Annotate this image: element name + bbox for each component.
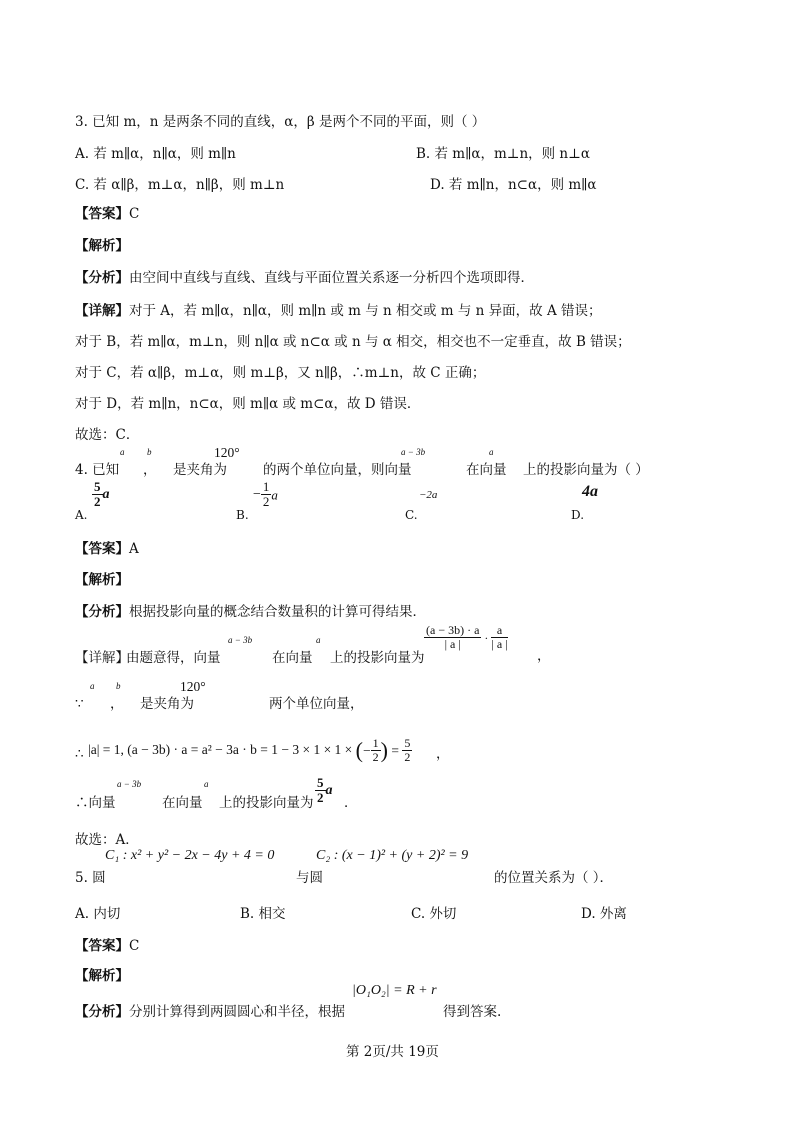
denominator: | a | xyxy=(444,637,461,652)
q4-because-angle-mark: 120° xyxy=(180,679,206,694)
fraction xyxy=(371,737,381,764)
minus-sign: − xyxy=(363,742,371,758)
q5-formula: |O₁O₂| = R + r xyxy=(352,983,437,998)
vector-a: a xyxy=(325,782,333,798)
q5-stem-1: 5. 圆 xyxy=(75,870,106,886)
q4-option-c-formula: −2a xyxy=(419,489,438,501)
q3-option-b: B. 若 m∥α，m⊥n，则 n⊥α xyxy=(416,146,590,162)
q3-line-2: 对于 B，若 m∥α，m⊥n，则 n∥α 或 n⊂α 或 n 与 α 相交，相交也不一定垂直，故 B 错误； xyxy=(75,334,631,350)
q3-option-d: D. 若 m∥n，n⊂α，则 m∥α xyxy=(430,177,597,193)
vector-a: a xyxy=(271,487,278,503)
fraction xyxy=(261,480,272,510)
q4-option-c-label: C. xyxy=(405,508,418,522)
q4-option-b-label: B. xyxy=(236,508,249,522)
q4-therefore-end: ． xyxy=(344,795,358,811)
right-paren: ) xyxy=(380,737,388,763)
q4-t2-vec-a3b-mark: a − 3b xyxy=(117,779,142,789)
q4-projection-formula xyxy=(424,624,508,651)
q4-stem-1: 4. 已知 xyxy=(75,462,120,478)
fraction-2 xyxy=(491,624,507,651)
answer-label: 【答案】 xyxy=(75,206,129,222)
fraction-1 xyxy=(424,624,481,651)
numerator: (a − 3b) · a xyxy=(426,623,480,637)
denominator: 2 xyxy=(94,494,101,510)
q4-vec-a3b-mark: a − 3b xyxy=(401,447,426,457)
q4-fenxi xyxy=(75,606,426,620)
q4-answer xyxy=(75,543,139,557)
q4-stem-5: 在向量 xyxy=(466,462,507,478)
q4-therefore-text-2: 在向量 xyxy=(162,795,203,811)
numerator: 1 xyxy=(262,479,270,494)
q4-conclusion: 故选：A． xyxy=(75,832,139,848)
q5-stem-3: 的位置关系为（ ）． xyxy=(494,870,614,886)
fenxi-text: 由空间中直线与直线、直线与平面位置关系逐一分析四个选项即得． xyxy=(129,270,534,286)
q5-stem-2: 与圆 xyxy=(296,870,323,886)
q4-stem-4: 的两个单位向量，则向量 xyxy=(263,462,412,478)
q3-line-4: 对于 D，若 m∥n，n⊂α，则 m∥α 或 m⊂α，故 D 错误． xyxy=(75,396,421,412)
denominator: 2 xyxy=(317,790,324,806)
q4-projection-tail: ， xyxy=(537,648,551,664)
numerator: 5 xyxy=(94,479,101,494)
answer-value: A xyxy=(129,541,139,557)
q4-calc-tail: ， xyxy=(436,746,450,762)
q4-angle-mark: 120° xyxy=(214,445,240,460)
q4-xiangjie-text-3: 上的投影向量为 xyxy=(330,650,425,666)
q4-stem-3: 是夹角为 xyxy=(173,462,227,478)
q4-therefore-symbol: ∴ xyxy=(75,746,84,762)
xiangjie-line-1: 对于 A，若 m∥α，n∥α，则 m∥n 或 m 与 n 相交或 m 与 n 异面，故 A 错误； xyxy=(129,303,602,319)
q4-option-d-formula: 4a xyxy=(582,483,598,500)
q4-xiangjie-label: 【详解】 xyxy=(75,650,129,666)
q4-xj-vec-a-mark: a xyxy=(316,635,321,645)
q5-circle-1-equation: C₁ : x² + y² − 2x − 4y + 4 = 0 xyxy=(105,848,275,863)
q3-stem: 3. 已知 m，n 是两条不同的直线，α，β 是两个不同的平面，则（ ） xyxy=(75,114,486,130)
q4-therefore-text-3: 上的投影向量为 xyxy=(219,795,314,811)
fraction xyxy=(315,776,326,806)
q3-option-a: A. 若 m∥α，n∥α，则 m∥n xyxy=(75,146,236,162)
q4-t2-vec-a-mark: a xyxy=(204,779,209,789)
q5-answer xyxy=(75,940,139,954)
answer-label: 【答案】 xyxy=(75,938,129,954)
q4-analysis-label: 【解析】 xyxy=(75,572,129,588)
q4-because-symbol: ∵ xyxy=(75,696,84,712)
result-fraction xyxy=(402,737,412,764)
q4-because-text-1: 是夹角为 xyxy=(140,696,194,712)
q4-calculation xyxy=(88,737,412,764)
fraction xyxy=(92,480,103,510)
q4-because-vec-a-mark: a xyxy=(90,681,95,691)
vector-a: a xyxy=(102,486,110,502)
q3-line-3: 对于 C，若 α∥β，m⊥α，则 m⊥β，又 n∥β，∴m⊥n，故 C 正确； xyxy=(75,365,486,381)
fenxi-label: 【分析】 xyxy=(75,1004,129,1020)
left-paren: ( xyxy=(355,737,363,763)
q4-because-comma: ， xyxy=(110,696,124,712)
page-footer: 第 2页/共 19页 xyxy=(346,1044,439,1060)
q4-stem-6: 上的投影向量为（ ） xyxy=(523,462,649,478)
denominator: 2 xyxy=(404,750,411,765)
q5-fenxi-end: 得到答案. xyxy=(443,1004,502,1020)
numerator: 5 xyxy=(317,775,324,790)
answer-value: C xyxy=(129,206,140,222)
answer-label: 【答案】 xyxy=(75,541,129,557)
q4-because-vec-b-mark: b xyxy=(116,681,121,691)
fenxi-text: 分别计算得到两圆圆心和半径，根据 xyxy=(129,1004,345,1020)
denominator: | a | xyxy=(491,637,508,652)
fenxi-label: 【分析】 xyxy=(75,270,129,286)
q4-xiangjie-text-1: 由题意得，向量 xyxy=(126,650,221,666)
q4-option-d-label: D. xyxy=(571,508,585,522)
q5-option-c: C. 外切 xyxy=(411,906,457,922)
q3-analysis-label: 【解析】 xyxy=(75,238,129,254)
dot-operator: · xyxy=(484,630,489,645)
q3-answer xyxy=(75,208,139,222)
q5-option-a: A. 内切 xyxy=(75,906,121,922)
q3-option-c: C. 若 α∥β，m⊥α，n∥β，则 m⊥n xyxy=(75,177,285,193)
q4-stem-2: ， xyxy=(143,462,157,478)
q4-vec-a-mark-2: a xyxy=(489,447,494,457)
q4-option-a-formula xyxy=(92,480,110,510)
calc-expression: |a| = 1, (a − 3b) · a = a² − 3a · b = 1 − 3 × 1 × 1 × xyxy=(88,741,353,757)
q4-therefore-answer xyxy=(315,776,333,806)
q5-circle-2-equation: C₂ : (x − 1)² + (y + 2)² = 9 xyxy=(316,848,469,863)
q4-vec-a-mark: a xyxy=(120,447,125,457)
q5-analysis-label: 【解析】 xyxy=(75,968,129,984)
equals-sign: = xyxy=(391,742,399,758)
q4-xj-vec-a3b-mark: a − 3b xyxy=(228,635,253,645)
answer-value: C xyxy=(129,938,140,954)
xiangjie-label: 【详解】 xyxy=(75,303,129,319)
q4-therefore-text-1: ∴向量 xyxy=(75,795,116,811)
q5-option-d: D. 外离 xyxy=(581,906,627,922)
fenxi-label: 【分析】 xyxy=(75,604,129,620)
numerator: 1 xyxy=(372,736,379,750)
minus-sign: − xyxy=(253,486,261,502)
q5-fenxi xyxy=(75,1006,345,1020)
q4-xiangjie-text-2: 在向量 xyxy=(272,650,313,666)
q5-option-b: B. 相交 xyxy=(240,906,286,922)
denominator: 2 xyxy=(262,494,270,510)
q4-option-a-label: A. xyxy=(75,508,88,522)
q4-option-b-formula xyxy=(253,480,278,510)
numerator: a xyxy=(491,624,507,638)
q3-fenxi xyxy=(75,272,534,286)
numerator: 5 xyxy=(404,736,411,750)
fenxi-text: 根据投影向量的概念结合数量积的计算可得结果． xyxy=(129,604,426,620)
q3-conclusion: 故选：C． xyxy=(75,427,140,443)
denominator: 2 xyxy=(372,750,379,765)
q3-xiangjie xyxy=(75,305,602,319)
q4-vec-b-mark: b xyxy=(147,447,152,457)
q4-because-text-2: 两个单位向量， xyxy=(269,696,364,712)
